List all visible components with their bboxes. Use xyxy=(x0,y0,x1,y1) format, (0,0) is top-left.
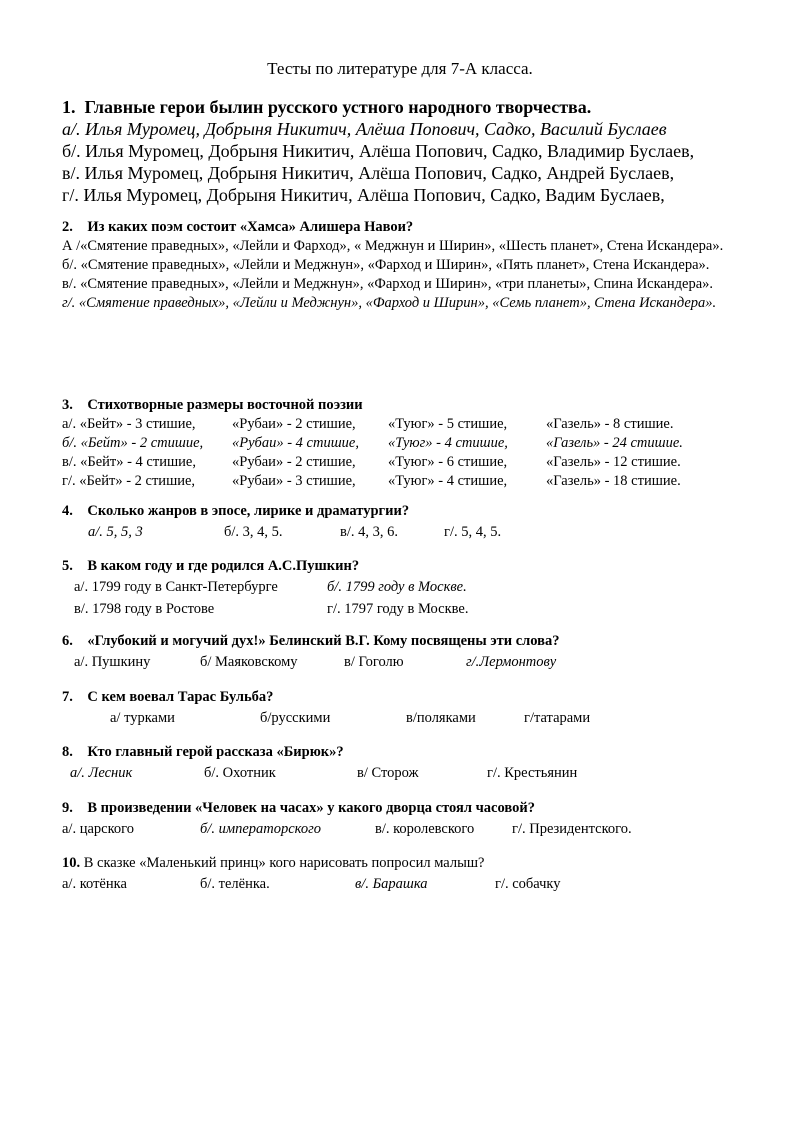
option-b: б/. 3, 4, 5. xyxy=(224,524,283,540)
option-c: в/. королевского xyxy=(375,821,475,837)
question-number: 1. xyxy=(62,97,76,117)
question-number: 9. xyxy=(62,800,73,816)
option-d: г/. 1797 году в Москве. xyxy=(327,601,469,617)
answer-row xyxy=(62,818,762,840)
question-text: В каком году и где родился А.С.Пушкин? xyxy=(87,558,360,574)
option-b: б/. телёнка. xyxy=(200,876,270,892)
gazel-value: «Газель» - 8 стишие. xyxy=(546,416,674,432)
rubai-value: «Рубаи» - 4 стишие, xyxy=(232,435,359,451)
question-4 xyxy=(62,502,762,543)
answer-row xyxy=(62,762,762,784)
question-number: 10. xyxy=(62,855,81,871)
rubai-value: «Рубаи» - 2 стишие, xyxy=(232,416,356,432)
option-d: г/. Крестьянин xyxy=(487,765,578,781)
option-a: а/. 1799 году в Санкт-Петербурге xyxy=(74,579,278,595)
option-d: г/.Лермонтову xyxy=(466,654,557,670)
question-text: С кем воевал Тарас Бульба? xyxy=(87,689,274,705)
answer-row xyxy=(62,873,762,895)
tuyug-value: «Туюг» - 4 стишие, xyxy=(388,435,508,451)
option-b: б/русскими xyxy=(260,710,331,726)
answer-row xyxy=(62,521,762,543)
question-text: Из каких поэм состоит «Хамса» Алишера Навои? xyxy=(87,219,414,235)
option-c: в/. Барашка xyxy=(355,876,428,892)
tuyug-value: «Туюг» - 4 стишие, xyxy=(388,473,508,489)
option-a: а/. Илья Муромец, Добрыня Никитич, Алёша Попович, Садко, Василий Буслаев xyxy=(62,119,667,139)
option-d: г/. Президентского. xyxy=(512,821,632,837)
question-text: В сказке «Маленький принц» кого нарисовать попросил малыш? xyxy=(80,855,485,871)
question-number: 2. xyxy=(62,219,73,235)
question-7-heading xyxy=(62,688,762,707)
question-text: В произведении «Человек на часах» у какого дворца стоял часовой? xyxy=(87,800,535,816)
question-4-heading xyxy=(62,502,762,521)
option-d: г/. 5, 4, 5. xyxy=(444,524,502,540)
question-9 xyxy=(62,799,762,840)
option-a: а/. Пушкину xyxy=(74,654,151,670)
question-text: Кто главный герой рассказа «Бирюк»? xyxy=(87,744,344,760)
option-a: а/. котёнка xyxy=(62,876,127,892)
option-c: в/. 1798 году в Ростове xyxy=(74,601,215,617)
option-d: г/татарами xyxy=(524,710,591,726)
question-number: 7. xyxy=(62,689,73,705)
answer-row xyxy=(62,651,762,673)
page-title: Тесты по литературе для 7-А класса. xyxy=(267,59,533,78)
tuyug-value: «Туюг» - 6 стишие, xyxy=(388,454,508,470)
gazel-value: «Газель» - 24 стишие. xyxy=(546,435,683,451)
option-c: в/. 4, 3, 6. xyxy=(340,524,398,540)
question-10 xyxy=(62,854,762,895)
bait-value: б/. «Бейт» - 2 стишие, xyxy=(62,435,204,451)
answer-row xyxy=(62,707,762,729)
question-2-heading xyxy=(62,218,762,237)
question-number: 6. xyxy=(62,633,73,649)
option-a: а/. Лесник xyxy=(70,765,133,781)
tuyug-value: «Туюг» - 5 стишие, xyxy=(388,416,508,432)
rubai-value: «Рубаи» - 2 стишие, xyxy=(232,454,356,470)
option-c: в/. Илья Муромец, Добрыня Никитич, Алёша Попович, Садко, Андрей Буслаев, xyxy=(62,163,675,183)
gazel-value: «Газель» - 12 стишие. xyxy=(546,454,681,470)
option-c: в/ Гоголю xyxy=(344,654,404,670)
question-5-heading xyxy=(62,557,762,576)
option-a: а/. царского xyxy=(62,821,134,837)
bait-value: г/. «Бейт» - 2 стишие, xyxy=(62,473,196,489)
question-text: Стихотворные размеры восточной поэзии xyxy=(87,397,363,413)
option-b: б/. императорского xyxy=(200,821,322,837)
question-number: 5. xyxy=(62,558,73,574)
option-a xyxy=(62,415,762,434)
question-3-heading xyxy=(62,396,762,415)
question-2 xyxy=(62,218,762,313)
option-b: б/. «Смятение праведных», «Лейли и Меджнун», «Фарход и Ширин», «Пять планет», Стена Искандера». xyxy=(62,257,710,273)
option-d: г/. собачку xyxy=(495,876,561,892)
bait-value: а/. «Бейт» - 3 стишие, xyxy=(62,416,196,432)
question-5 xyxy=(62,557,762,620)
question-7 xyxy=(62,688,762,729)
question-8 xyxy=(62,743,762,784)
question-number: 3. xyxy=(62,397,73,413)
question-6 xyxy=(62,632,762,673)
question-8-heading xyxy=(62,743,762,762)
option-c: в/поляками xyxy=(406,710,476,726)
question-1 xyxy=(62,96,762,206)
question-number: 4. xyxy=(62,503,73,519)
question-text: Главные герои былин русского устного народного творчества. xyxy=(84,97,592,117)
question-9-heading xyxy=(62,799,762,818)
question-text: «Глубокий и могучий дух!» Белинский В.Г. Кому посвящены эти слова? xyxy=(87,633,560,649)
question-1-heading xyxy=(62,96,762,118)
option-d xyxy=(62,472,762,491)
option-b: б/. Охотник xyxy=(204,765,276,781)
option-a: а/ турками xyxy=(110,710,175,726)
question-6-heading xyxy=(62,632,762,651)
option-c xyxy=(62,453,762,472)
option-c: в/ Сторож xyxy=(357,765,419,781)
option-d: г/. «Смятение праведных», «Лейли и Меджнун», «Фарход и Ширин», «Семь планет», Стена Искандера». xyxy=(62,295,717,311)
rubai-value: «Рубаи» - 3 стишие, xyxy=(232,473,356,489)
option-b: б/ Маяковскому xyxy=(200,654,298,670)
option-b xyxy=(62,434,762,453)
option-b: б/. Илья Муромец, Добрыня Никитич, Алёша Попович, Садко, Владимир Буслаев, xyxy=(62,141,695,161)
gazel-value: «Газель» - 18 стишие. xyxy=(546,473,681,489)
option-a: А /«Смятение праведных», «Лейли и Фарход», « Меджнун и Ширин», «Шесть планет», Стена Искандера». xyxy=(62,238,724,254)
option-c: в/. «Смятение праведных», «Лейли и Меджнун», «Фарход и Ширин», «три планеты», Спина Искандера». xyxy=(62,276,714,292)
question-10-heading xyxy=(62,854,762,873)
answer-row xyxy=(62,598,762,620)
question-3 xyxy=(62,396,762,491)
option-a: а/. 5, 5, 3 xyxy=(88,524,143,540)
option-d: г/. Илья Муромец, Добрыня Никитич, Алёша Попович, Садко, Вадим Буслаев, xyxy=(62,185,665,205)
bait-value: в/. «Бейт» - 4 стишие, xyxy=(62,454,196,470)
question-number: 8. xyxy=(62,744,73,760)
question-text: Сколько жанров в эпосе, лирике и драматургии? xyxy=(87,503,410,519)
answer-row xyxy=(62,576,762,598)
option-b: б/. 1799 году в Москве. xyxy=(327,579,467,595)
